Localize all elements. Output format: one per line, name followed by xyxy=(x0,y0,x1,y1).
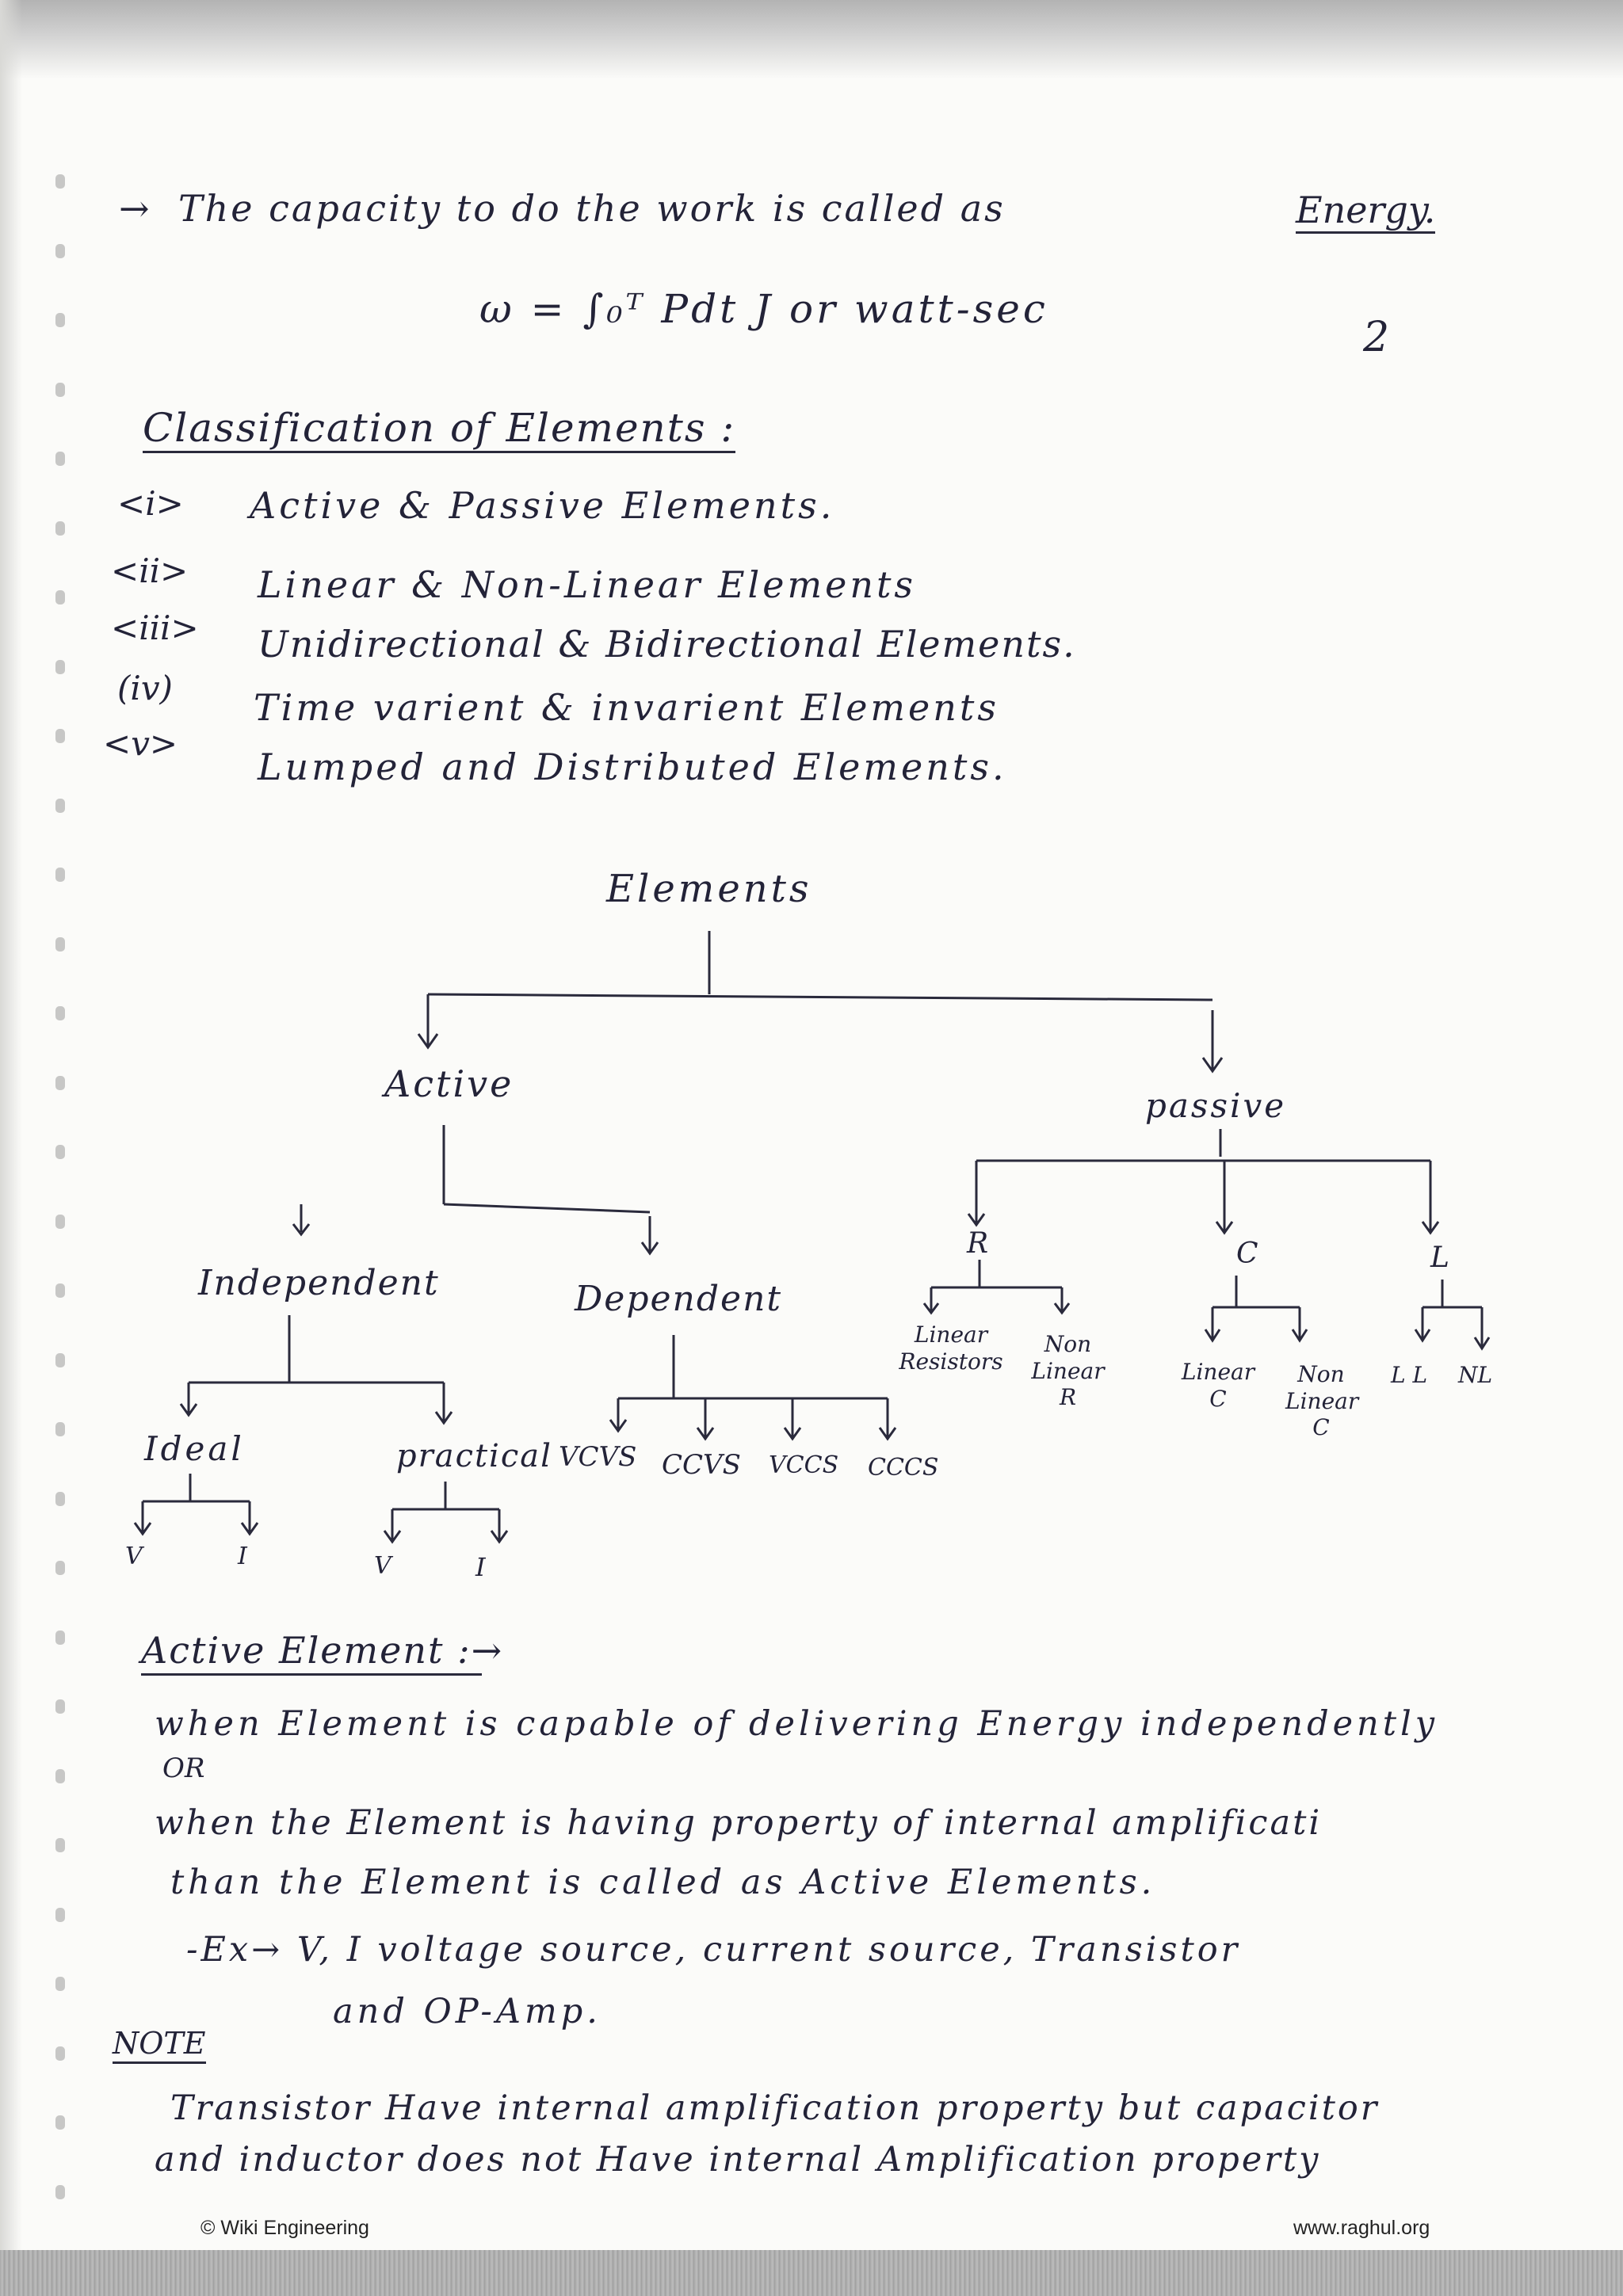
tree-node-r: R xyxy=(967,1227,989,1260)
tree-node-passive: passive xyxy=(1145,1086,1287,1125)
tree-leaf-ideal-v: V xyxy=(125,1543,143,1570)
tree-leaf-practical-v: V xyxy=(374,1552,391,1580)
connector-line xyxy=(428,994,1212,1000)
tree-node-dependent: Dependent xyxy=(575,1279,783,1319)
tree-leaf-vccs: VCCS xyxy=(769,1451,839,1479)
tree-leaf-linear-c: Linear C xyxy=(1181,1359,1255,1412)
tree-node-ideal: Ideal xyxy=(144,1429,245,1468)
tree-leaf-nonlinear-c: Non Linear C xyxy=(1285,1361,1359,1441)
tree-node-independent: Independent xyxy=(198,1263,440,1303)
list-item: Unidirectional & Bidirectional Elements. xyxy=(258,623,1076,666)
list-marker: <v> xyxy=(103,724,178,763)
tree-leaf-cccs: CCCS xyxy=(868,1454,939,1482)
active-element-line: OR xyxy=(162,1753,205,1784)
tree-leaf-ccvs: CCVS xyxy=(662,1449,741,1481)
tree-node-l: L xyxy=(1430,1241,1449,1274)
footer-copyright: © Wiki Engineering xyxy=(200,2217,369,2239)
active-element-line: when the Element is having property of internal amplificati xyxy=(155,1803,1323,1843)
note-line: and inductor does not Have internal Amplification property xyxy=(155,2140,1321,2180)
connector-line xyxy=(444,1204,650,1212)
energy-term: Energy. xyxy=(1296,192,1435,234)
tree-leaf-nonlinear-l: NL xyxy=(1458,1362,1493,1388)
active-element-heading: Active Element :→ xyxy=(141,1629,504,1672)
page-number: 2 xyxy=(1363,314,1390,361)
active-element-line: -Ex→ V, I voltage source, current source, Transistor xyxy=(186,1930,1241,1970)
heading-underline xyxy=(141,1673,482,1676)
tree-leaf-linear-l: L L xyxy=(1391,1362,1428,1388)
tree-leaf-nonlinear-r: Non Linear R xyxy=(1031,1331,1105,1411)
list-item: Active & Passive Elements. xyxy=(250,484,835,527)
note-line: Transistor Have internal amplification property but capacitor xyxy=(170,2088,1380,2128)
arrow-icon: → xyxy=(119,187,150,230)
list-item: Linear & Non-Linear Elements xyxy=(258,563,917,606)
active-element-line: than the Element is called as Active Elements. xyxy=(170,1863,1156,1902)
tree-node-c: C xyxy=(1236,1238,1258,1270)
list-item: Time varient & invarient Elements xyxy=(254,686,999,729)
note-label: NOTE xyxy=(113,2028,206,2064)
footer-website: www.raghul.org xyxy=(1293,2217,1430,2239)
list-item: Lumped and Distributed Elements. xyxy=(258,746,1007,788)
list-marker: (iv) xyxy=(117,669,173,707)
energy-formula: ω = ∫₀ᵀ Pdt J or watt-sec xyxy=(479,286,1048,332)
tree-leaf-ideal-i: I xyxy=(238,1543,247,1570)
active-element-line: when Element is capable of delivering Energy independently xyxy=(155,1704,1439,1744)
list-marker: <i> xyxy=(117,484,184,523)
classification-heading: Classification of Elements : xyxy=(143,408,735,453)
tree-leaf-linear-resistors: Linear Resistors xyxy=(899,1322,1003,1375)
tree-leaf-practical-i: I xyxy=(475,1552,486,1582)
tree-root-elements: Elements xyxy=(606,867,812,911)
energy-definition-text: The capacity to do the work is called as xyxy=(178,187,1006,230)
list-marker: <iii> xyxy=(111,608,199,647)
list-marker: <ii> xyxy=(111,551,189,590)
active-element-line: and OP-Amp. xyxy=(333,1992,601,2031)
tree-node-active: Active xyxy=(384,1062,514,1105)
tree-leaf-vcvs: VCVS xyxy=(559,1441,637,1473)
tree-node-practical: practical xyxy=(396,1438,552,1474)
